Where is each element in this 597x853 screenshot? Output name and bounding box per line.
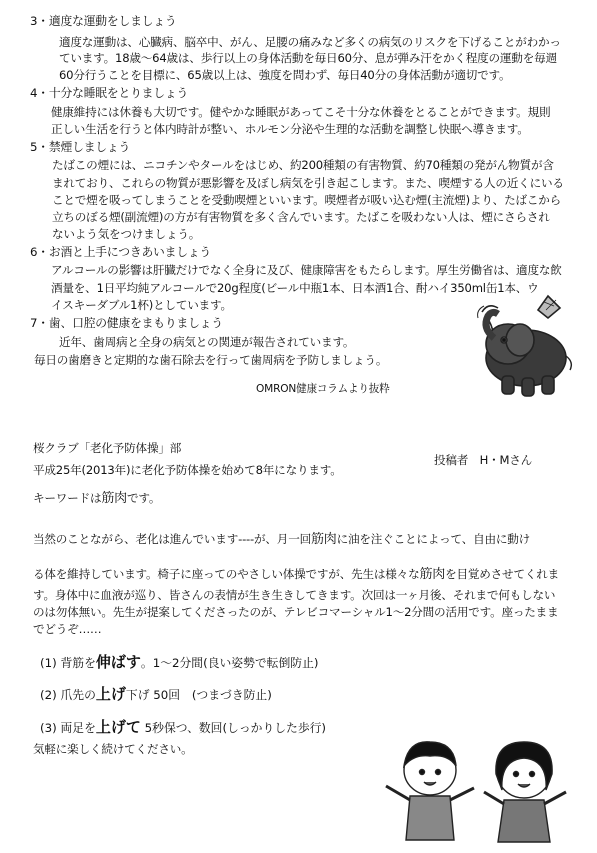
body-line: 当然のことながら、老化は進んでいます‐‐‐‐が、月一回筋肉に油を注ぐことによって、自由に動け	[33, 532, 531, 547]
section-4-heading: 4・十分な睡眠をとりましょう	[30, 86, 189, 100]
section-3-line: 60分行うことを目標に、65歳以上は、強度を問わず、毎日40分の身体活動が適切です。	[59, 68, 511, 82]
muscle-emphasis: 筋肉	[311, 532, 337, 547]
exercise-emphasis: 上げて	[95, 718, 141, 736]
section-7-heading: 7・歯、口腔の健康をまもりましょう	[30, 316, 223, 330]
section-6-heading: 6・お酒と上手につきあいましょう	[30, 245, 212, 259]
keyword-line: キーワードは筋肉です。	[33, 491, 161, 506]
section-6-line: イスキーダブル1杯)としています。	[51, 298, 232, 312]
author-credit: 投稿者 H・Mさん	[434, 453, 533, 467]
club-name: 桜クラブ「老化予防体操」部	[33, 441, 182, 455]
section-6-line: 酒量を、1日平均純アルコールで20g程度(ビール中瓶1本、日本酒1合、酎ハイ350ml缶1本、ウ	[51, 281, 539, 295]
body-line: る体を維持しています。椅子に座ってのやさしい体操ですが、先生は様々な筋肉を目覚めさせてくれま	[33, 567, 560, 582]
exercise-emphasis: 上げ	[95, 685, 126, 703]
muscle-emphasis: 筋肉	[419, 567, 446, 582]
section-3-heading: 3・適度な運動をしましょう	[30, 14, 177, 28]
exercise-emphasis: 伸ばす	[95, 653, 141, 671]
section-5-line: たばこの煙には、ニコチンやタールをはじめ、約200種類の有害物質、約70種類の発がん物質が含	[52, 158, 554, 172]
children-illustration	[378, 730, 574, 850]
body-line: でどうぞ……	[33, 622, 102, 636]
exercise-item: (3) 両足を上げて 5秒保つ、数回(しっかりした歩行)	[40, 718, 327, 736]
section-5-line: ことで煙を吸ってしまうことを受動喫煙といいます。喫煙者が吸い込む煙(主流煙)より、たばこから	[52, 193, 562, 207]
body-line: す。身体中に血液が巡り、皆さんの表情が生き生きしてきます。次回は一ヶ月後、それまで何もしない	[33, 588, 556, 602]
section-3-line: ています。18歳〜64歳は、歩行以上の身体活動を毎日60分、息が弾み汗をかく程度の運動を毎週	[59, 51, 557, 65]
section-6-line: アルコールの影響は肝臓だけでなく全身に及び、健康障害をもたらします。厚生労働省は、適度な飲	[51, 263, 562, 277]
section-7-line: 毎日の歯磨きと定期的な歯石除去を行って歯周病を予防しましょう。	[34, 353, 388, 367]
section-7-line: 近年、歯周病と全身の病気との関連が報告されています。	[59, 335, 355, 349]
source-credit: OMRON健康コラムより抜粋	[256, 383, 390, 395]
exercise-item: (2) 爪先の上げ下げ 50回 (つまづき防止)	[40, 685, 272, 703]
keyword-emphasis: 筋肉	[101, 491, 127, 506]
closing-line: 気軽に楽しく続けてください。	[33, 742, 193, 756]
section-4-line: 健康維持には休養も大切です。健やかな睡眠があってこそ十分な休養をとることができます。規則	[51, 105, 551, 119]
exercise-item: (1) 背筋を伸ばす。1〜2分間(良い姿勢で転倒防止)	[40, 653, 319, 671]
club-intro: 平成25年(2013年)に老化予防体操を始めて8年になります。	[33, 463, 342, 477]
section-4-line: 正しい生活を行うと体内時計が整い、ホルモン分泌や生理的な活動を調整し快眠へ導きます。	[51, 122, 529, 136]
section-5-heading: 5・禁煙しましょう	[30, 140, 131, 154]
section-5-line: まれており、これらの物質が悪影響を及ぼし病気を引き起こします。また、喫煙する人の近くにいる	[52, 176, 564, 190]
section-5-line: 立ちのぼる煙(副流煙)の方が有害物質を多く含んでいます。たばこを吸わない人は、煙にさらされ	[52, 210, 550, 224]
elephant-illustration	[468, 288, 578, 408]
section-5-line: ないよう気をつけましょう。	[52, 227, 201, 241]
body-line: のは勿体無い。先生が提案してくださったのが、テレビコマーシャル1〜2分間の活用です。座ったまま	[33, 605, 559, 619]
section-3-line: 適度な運動は、心臓病、脳卒中、がん、足腰の痛みなど多くの病気のリスクを下げることがわかっ	[59, 35, 561, 49]
